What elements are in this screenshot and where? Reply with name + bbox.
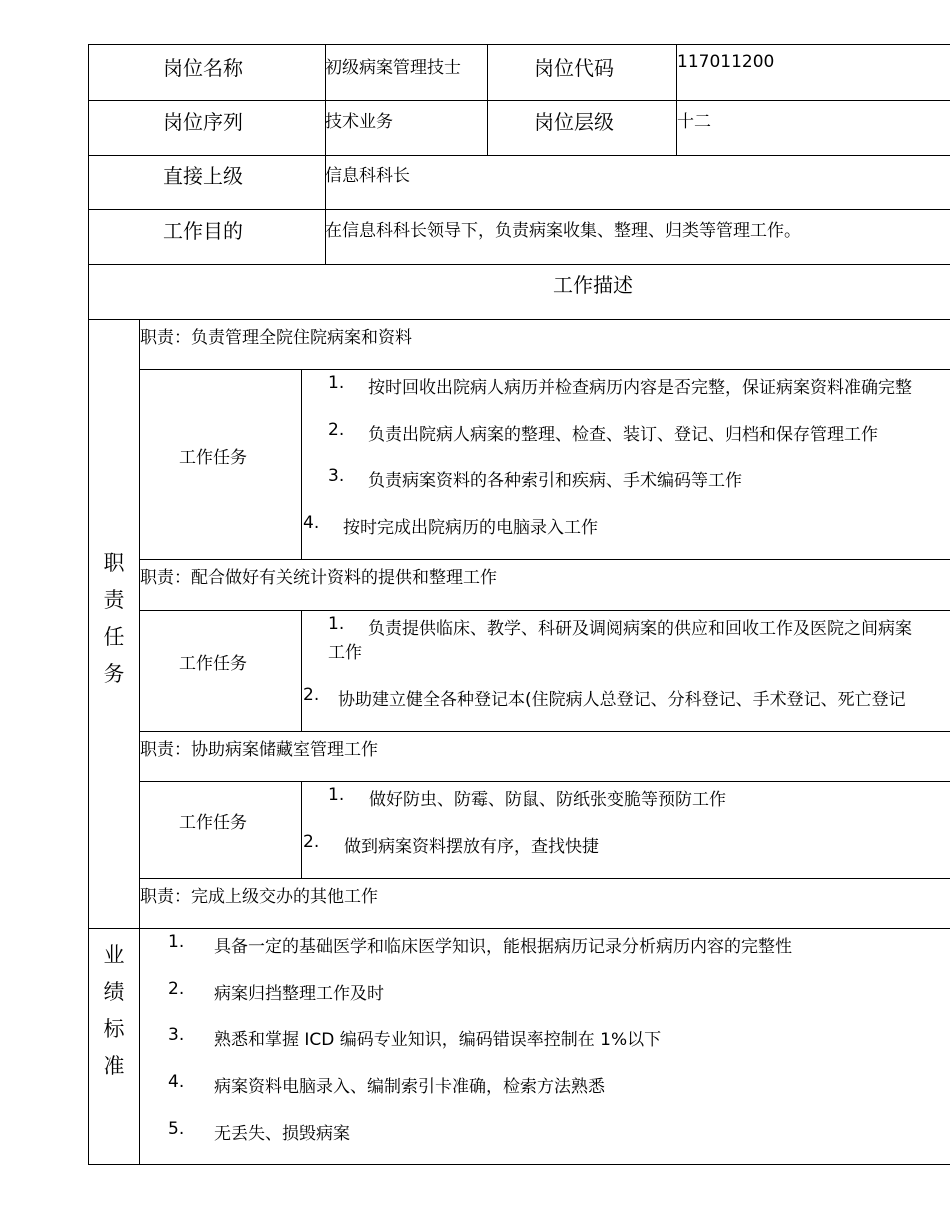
description-title: 工作描述	[553, 273, 633, 297]
task-item	[328, 373, 344, 393]
task-num: 1.	[328, 373, 345, 393]
post-name-value: 初级病案管理技士	[325, 58, 461, 78]
task-num: 3.	[328, 466, 345, 486]
task-text: 负责提供临床、教学、科研及调阅病案的供应和回收工作及医院之间病案	[368, 619, 912, 639]
purpose-value: 在信息科科长领导下，负责病案收集、整理、归类等管理工作。	[325, 221, 801, 241]
performance-num: 4.	[168, 1072, 185, 1092]
task-item	[303, 832, 319, 852]
performance-label: 业绩标准	[103, 943, 125, 1078]
task-text: 按时完成出院病历的电脑录入工作	[343, 518, 598, 538]
purpose-label: 工作目的	[163, 219, 243, 243]
post-level-value: 十二	[677, 112, 711, 132]
performance-text: 无丢失、损毁病案	[214, 1124, 350, 1144]
performance-num: 5.	[168, 1119, 185, 1139]
duty-title-1: 职责：负责管理全院住院病案和资料	[140, 328, 412, 348]
duty-title-3: 职责：协助病案储藏室管理工作	[140, 740, 378, 760]
task-text: 负责出院病人病案的整理、检查、装订、登记、归档和保存管理工作	[368, 425, 878, 445]
task-item	[303, 685, 319, 705]
performance-num: 2.	[168, 979, 185, 999]
task-num: 2.	[328, 420, 345, 440]
duty-title-4: 职责：完成上级交办的其他工作	[140, 887, 378, 907]
post-code-value: 117011200	[677, 52, 775, 72]
performance-text: 具备一定的基础医学和临床医学知识，能根据病历记录分析病历内容的完整性	[214, 937, 792, 957]
task-num: 4.	[303, 513, 320, 533]
task-num: 1.	[328, 785, 345, 805]
performance-text: 熟悉和掌握 ICD 编码专业知识，编码错误率控制在 1%以下	[214, 1030, 662, 1050]
supervisor-value: 信息科科长	[325, 166, 410, 186]
task-label-3: 工作任务	[179, 813, 247, 833]
performance-num: 1.	[168, 932, 185, 952]
task-item	[328, 785, 344, 805]
duties-label: 职责任务	[103, 551, 125, 686]
task-text: 负责病案资料的各种索引和疾病、手术编码等工作	[368, 471, 742, 491]
supervisor-label: 直接上级	[163, 164, 243, 188]
task-text-continued: 工作	[328, 643, 362, 663]
task-label-2: 工作任务	[179, 654, 247, 674]
performance-num: 3.	[168, 1025, 185, 1045]
task-num: 2.	[303, 832, 320, 852]
task-item	[328, 420, 344, 440]
post-code-label: 岗位代码	[534, 56, 614, 80]
task-num: 1.	[328, 614, 345, 634]
post-series-value: 技术业务	[325, 112, 393, 132]
task-num: 2.	[303, 685, 320, 705]
task-item	[303, 513, 319, 533]
task-text: 做到病案资料摆放有序，查找快捷	[344, 837, 599, 857]
performance-text: 病案资料电脑录入、编制索引卡准确，检索方法熟悉	[214, 1077, 605, 1097]
post-name-label: 岗位名称	[163, 56, 243, 80]
task-item	[328, 614, 344, 634]
task-text: 协助建立健全各种登记本(住院病人总登记、分科登记、手术登记、死亡登记	[338, 690, 906, 710]
task-text: 做好防虫、防霉、防鼠、防纸张变脆等预防工作	[369, 790, 726, 810]
post-level-label: 岗位层级	[534, 110, 614, 134]
task-label-1: 工作任务	[179, 448, 247, 468]
post-series-label: 岗位序列	[163, 110, 243, 134]
task-text: 按时回收出院病人病历并检查病历内容是否完整，保证病案资料准确完整	[368, 378, 912, 398]
duty-title-2: 职责：配合做好有关统计资料的提供和整理工作	[140, 568, 497, 588]
performance-text: 病案归挡整理工作及时	[214, 984, 384, 1004]
task-item	[328, 466, 344, 486]
